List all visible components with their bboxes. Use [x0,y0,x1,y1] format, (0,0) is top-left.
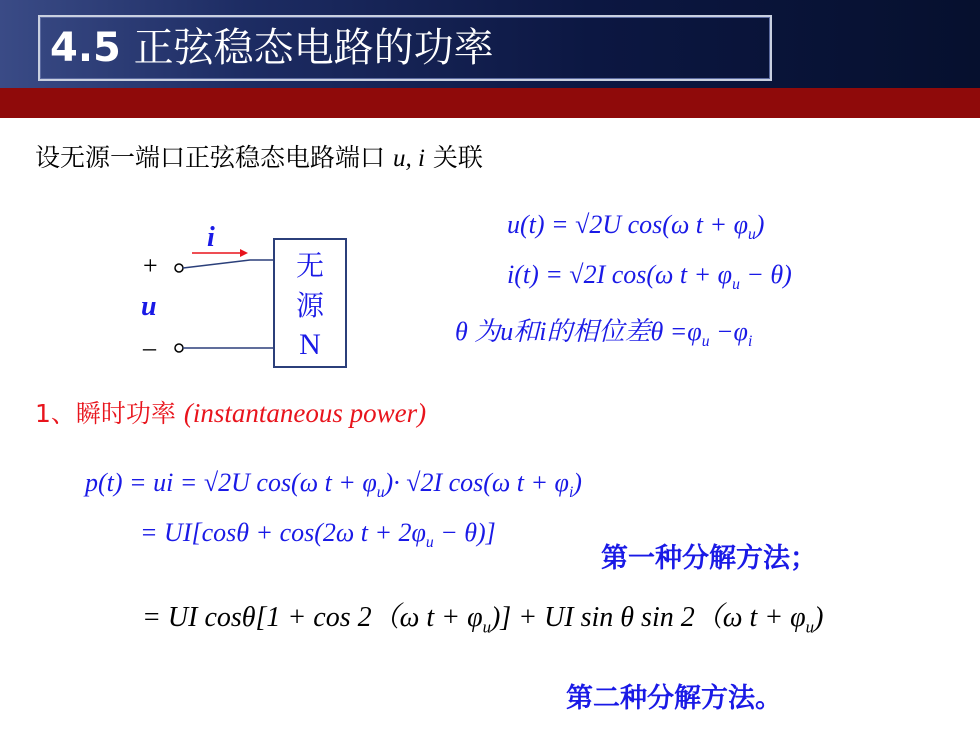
eq-u-sub: u [747,226,756,244]
current-equation [507,260,792,294]
p3-sub-u2: u [805,617,815,637]
phase-difference-line [455,311,752,351]
eq-i-sub: u [732,276,740,294]
theta-sub-i: i [747,333,753,351]
wire-top [183,260,273,268]
intro-prefix: 设无源一端口正弦稳态电路端口 [35,143,386,172]
method-one-label: 第一种分解方法； [601,543,817,574]
power-equation-1 [85,468,582,502]
method-two-label: 第二种分解方法。 [566,683,782,714]
section-heading [35,394,426,430]
power-equation-2 [140,518,496,552]
p1-sub-i: i [568,484,574,502]
eq-u-body: u(t) = √2U cos(ω t + φ [507,210,748,239]
p3-sub-u: u [482,617,491,637]
current-arrowhead [240,249,248,257]
p2-body: = UI[cosθ + cos(2ω t + 2φ [140,518,426,547]
intro-line [35,138,483,174]
p2-sub-u: u [425,534,434,552]
p1-end: ) [573,468,582,497]
terminal-plus [175,264,183,272]
p1-mid: )· √2I cos(ω t + φ [384,468,569,497]
section-label: 1、瞬时功率 [35,399,176,428]
current-label: i [207,222,215,253]
box-label-2: 源 [295,289,324,322]
voltage-label: u [141,291,157,322]
eq-i-body: i(t) = √2I cos(ω t + φ [507,260,733,289]
theta-sub-u: u [701,333,710,351]
p3-mid: )] + UI sin θ sin 2（ω t + φ [490,602,806,633]
box-label-1: 无 [295,249,324,282]
power-equation-3 [142,595,823,638]
header-accent-bar [0,88,980,118]
p3-end: ) [814,602,824,633]
title-text: 正弦稳态电路的功率 [133,25,494,71]
minus-sign: – [143,333,156,362]
p2-end: − θ)] [433,518,496,547]
p3-body: = UI cosθ[1 + cos 2（ω t + φ [142,602,483,633]
box-label-3: N [299,328,321,361]
intro-vars: u, i [392,145,425,172]
eq-i-end: − θ) [739,260,792,289]
voltage-equation [507,210,764,244]
theta-text: θ 为u和i的相位差θ =φ [455,317,702,346]
title-number: 4.5 [50,25,121,71]
section-english: (instantaneous power) [183,398,427,428]
intro-suffix: 关联 [432,143,483,172]
p1-body: p(t) = ui = √2U cos(ω t + φ [85,468,377,497]
slide-title [50,20,494,76]
p1-sub-u: u [376,484,385,502]
terminal-minus [175,344,183,352]
plus-sign: + [143,251,158,280]
eq-u-end: ) [755,210,765,239]
theta-mid: −φ [709,317,748,346]
